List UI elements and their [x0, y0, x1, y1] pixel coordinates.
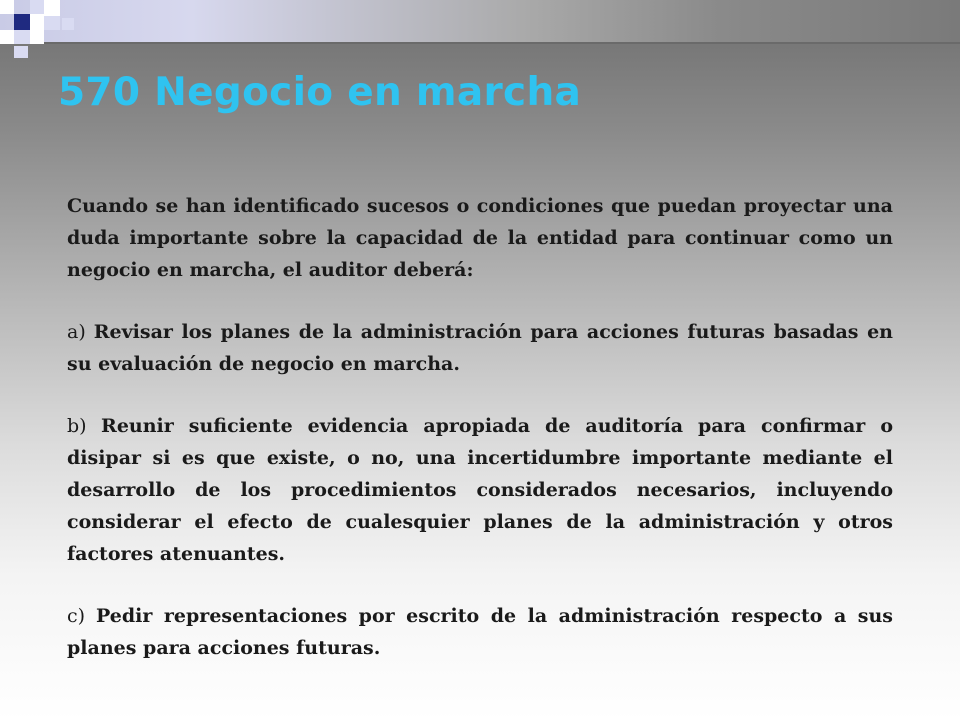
- intro-paragraph: Cuando se han identificado sucesos o condiciones que puedan proyectar una duda importante sobre la capacidad de la entidad para continuar como un negocio en marcha, el auditor deberá:: [67, 195, 893, 281]
- list-item-text: Reunir suficiente evidencia apropiada de auditoría para confirmar o disipar si es que existe, o no, una incertidumbre importante mediante el desarrollo de los procedimientos considerados necesarios, incluyendo considerar el efecto de cualesquier planes de la administración y otros factores atenuantes.: [67, 415, 893, 565]
- slide-body: [67, 190, 893, 694]
- list-item-label: b): [67, 415, 87, 437]
- list-item-label: c): [67, 605, 86, 627]
- corner-squares-decoration: [0, 0, 80, 60]
- list-item-c: [67, 600, 893, 664]
- list-item-text: Pedir representaciones por escrito de la administración respecto a sus planes para acciones futuras.: [67, 605, 893, 659]
- list-item-a: [67, 316, 893, 380]
- slide-title: 570 Negocio en marcha: [58, 70, 582, 115]
- list-item-text: Revisar los planes de la administración para acciones futuras basadas en su evaluación de negocio en marcha.: [67, 321, 893, 375]
- list-item-label: a): [67, 321, 86, 343]
- list-item-b: [67, 410, 893, 570]
- top-banner: [0, 0, 960, 42]
- banner-divider: [0, 42, 960, 44]
